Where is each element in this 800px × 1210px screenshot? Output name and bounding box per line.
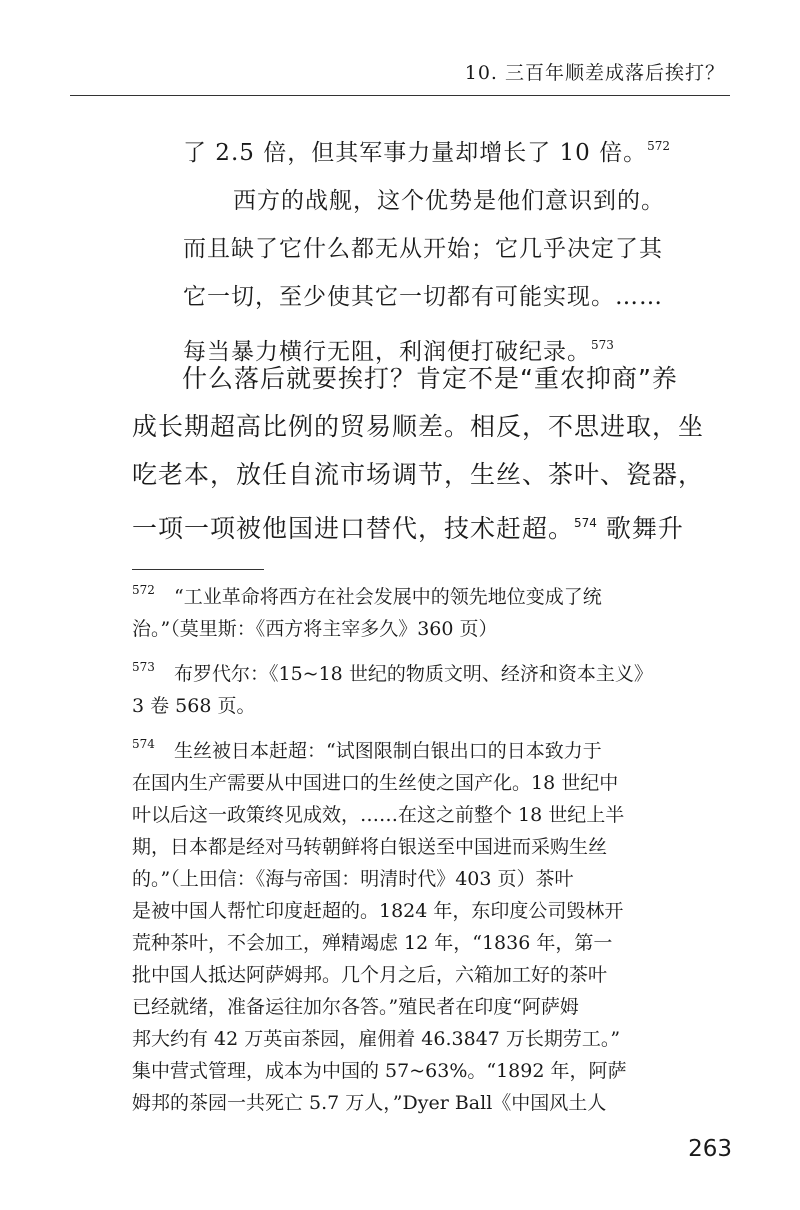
footnote-ref-573[interactable]: 573 [591, 338, 614, 352]
footnote-number: 573 [132, 660, 155, 674]
header-rule [70, 95, 730, 96]
running-head: 10. 三百年顺差成落后挨打？ [464, 62, 725, 84]
body-line: 成长期超高比例的贸易顺差。相反，不思进取，坐 [132, 412, 705, 441]
body-line: 什么落后就要挨打？肯定不是“重农抑商”养 [182, 364, 678, 393]
footnote-number: 572 [132, 583, 155, 597]
quote-line: 了 2.5 倍，但其军事力量却增长了 10 倍。$^{572}$ [183, 139, 670, 166]
footnote-ref-572[interactable]: 572 [647, 139, 670, 153]
page-number: 263 [688, 1136, 732, 1162]
footnote-573: 573 布罗代尔：《15~18 世纪的物质文明、经济和资本主义》 3 卷 568 页。 [132, 651, 692, 722]
quote-line: 西方的战舰，这个优势是他们意识到的。 [233, 188, 665, 214]
body-line: 吃老本，放任自流市场调节，生丝、茶叶、瓷器， [132, 460, 705, 489]
footnote-number: 574 [132, 737, 155, 751]
quote-line: 它一切，至少使其它一切都有可能实现。…… [183, 284, 663, 310]
body-paragraph [132, 355, 705, 553]
footnote-rule [132, 569, 264, 570]
block-quote [183, 122, 693, 376]
body-line: 一项一项被他国进口替代，技术赶超。$^{574}$ 歌舞升 [132, 514, 684, 543]
quote-line: 而且缺了它什么都无从开始；它几乎决定了其 [183, 236, 663, 262]
footnote-574: 574 生丝被日本赶超：“试图限制白银出口的日本致力于 在国内生产需要从中国进口的生丝使之国产化。18 世纪中 叶以后这一政策终见成效，……在这之前整个 18 世纪上半 期，日本都是经对马转朝鲜将白银送至中国进而采购生丝 的。”（上田信：《海与帝国：明清时代》403 页）茶叶 是被中国人帮忙印度赶超的。1824 年，东印度公司毁林开 荒种茶叶，不会加工，殚精竭虑 12 年，“1836 年，第一 批中国人抵达阿萨姆邦。几个月之后，六箱加工好的茶叶 已经就绪，准备运往加尔各答。”殖民者在印度“阿萨姆 邦大约有 42 万英亩茶园，雇佣着 46.3847 万长期劳工。” 集中营式管理，成本为中国的 57~63%。“1892 年，阿萨 姆邦的茶园一共死亡 5.7 万人，”Dyer Ball《中国风土人 [132, 728, 692, 1119]
footnotes [132, 574, 692, 1125]
footnote-572: 572 “工业革命将西方在社会发展中的领先地位变成了统 治。”（莫里斯：《西方将主宰多久》360 页） [132, 574, 692, 645]
quote-line: 每当暴力横行无阻，利润便打破纪录。$^{573}$ [183, 338, 614, 365]
footnote-ref-574[interactable]: 574 [574, 516, 597, 530]
